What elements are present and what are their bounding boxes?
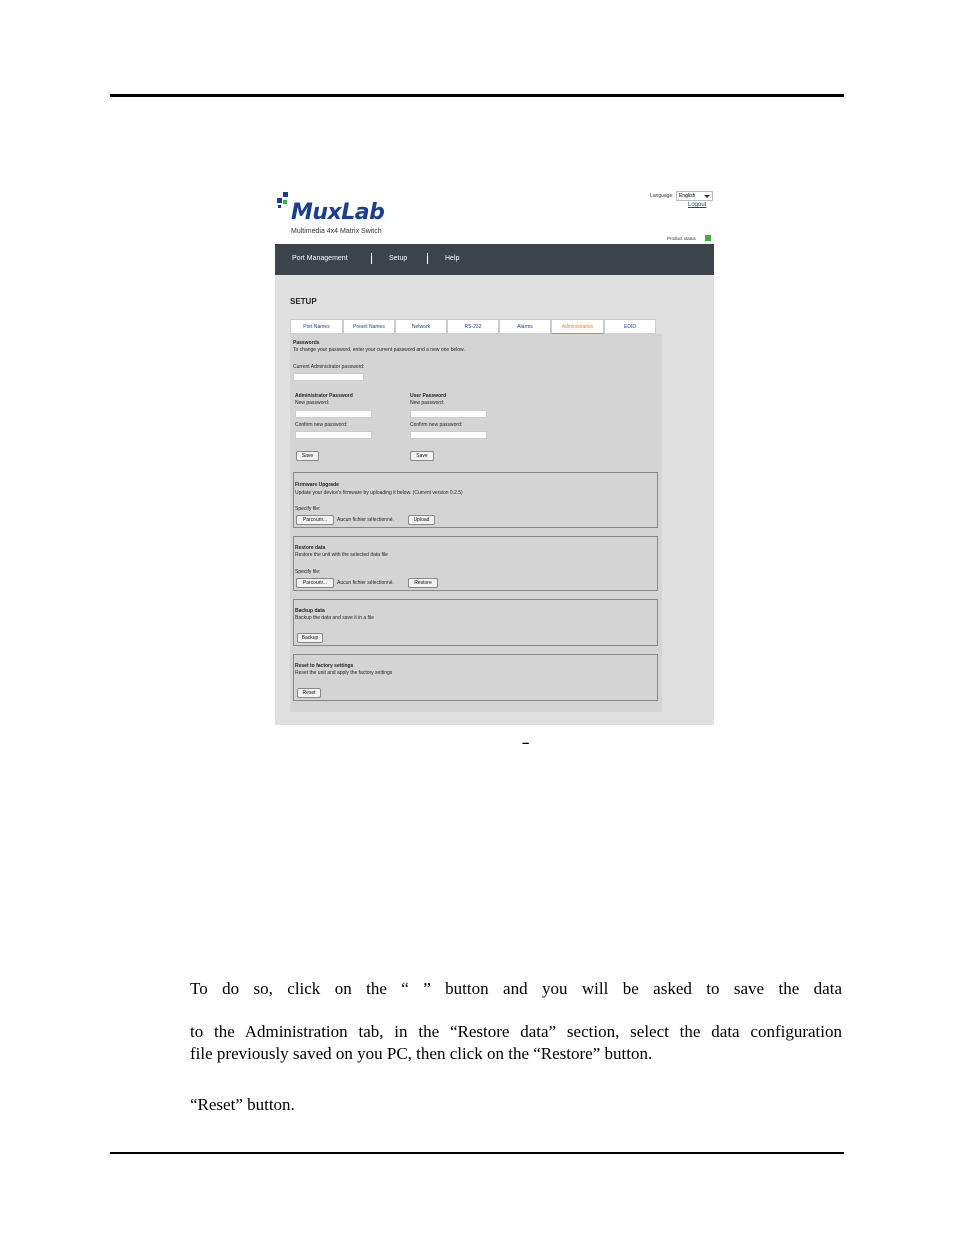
tab-network[interactable]: Network — [395, 319, 447, 334]
firmware-specify-label: Specify file: — [295, 506, 321, 512]
language-value: English — [679, 193, 696, 199]
restore-specify-label: Specify file: — [295, 569, 321, 575]
muxlab-logo: MuxLab — [291, 200, 385, 225]
firmware-no-file: Aucun fichier sélectionné. — [337, 517, 394, 523]
paragraph-restore-instruction-cont: file previously saved on you PC, then click on the “Restore” button. — [190, 1044, 653, 1063]
header-rule — [110, 94, 844, 97]
firmware-heading: Firmware Upgrade — [295, 482, 339, 488]
chevron-down-icon — [704, 195, 710, 198]
upload-button[interactable]: Upload — [408, 515, 435, 525]
paragraph-restore-instruction: to the Administration tab, in the “Restore data” section, select the data configuration — [190, 1022, 842, 1041]
language-select[interactable] — [676, 191, 713, 201]
passwords-heading: Passwords — [293, 340, 320, 346]
status-indicator-icon — [705, 235, 711, 241]
firmware-browse-button[interactable]: Parcourir... — [296, 515, 334, 525]
paragraph-reset-instruction: “Reset” button. — [190, 1095, 295, 1114]
admin-new-password-input[interactable] — [295, 410, 372, 418]
backup-button[interactable]: Backup — [297, 633, 323, 643]
reset-heading: Reset to factory settings — [295, 663, 354, 669]
user-save-button[interactable]: Save — [410, 451, 434, 461]
current-password-input[interactable] — [293, 373, 364, 381]
backup-data-section — [293, 599, 658, 646]
restore-button[interactable]: Restore — [408, 578, 438, 588]
restore-heading: Restore data — [295, 545, 326, 551]
footer-rule — [110, 1152, 844, 1154]
user-new-password-input[interactable] — [410, 410, 487, 418]
logout-link[interactable]: Logout — [688, 202, 707, 208]
language-label: Language: — [650, 193, 674, 199]
user-confirm-password-input[interactable] — [410, 431, 487, 439]
user-confirm-password-label: Confirm new password: — [410, 422, 463, 428]
firmware-desc: Update your device's firmware by uploading it below. (Current version 0.2.5) — [295, 490, 463, 496]
tab-port-names[interactable]: Port Names — [290, 319, 343, 334]
admin-new-password-label: New password: — [295, 400, 330, 406]
passwords-desc: To change your password, enter your current password and a new one below. — [293, 347, 465, 353]
user-new-password-label: New password: — [410, 400, 445, 406]
current-password-label: Current Administrator password: — [293, 364, 365, 370]
page-title: SETUP — [290, 297, 317, 306]
product-status-label: Product status — [667, 236, 696, 241]
paragraph-backup-instruction: To do so, click on the “ ” button and you will be asked to save the data — [190, 979, 842, 998]
admin-save-button[interactable]: Save — [296, 451, 319, 461]
tab-administration[interactable]: Administration — [551, 319, 604, 334]
tab-rs232[interactable]: RS-232 — [447, 319, 499, 334]
main-nav — [275, 244, 714, 275]
reset-section — [293, 654, 658, 701]
tab-preset-names[interactable]: Preset Names — [343, 319, 395, 334]
product-subtitle: Multimedia 4x4 Matrix Switch — [291, 228, 382, 235]
reset-button[interactable]: Reset — [297, 688, 321, 698]
nav-divider — [427, 253, 428, 264]
admin-screenshot-figure — [275, 188, 714, 725]
backup-desc: Backup the data and save it in a file — [295, 615, 374, 621]
admin-confirm-password-label: Confirm new password: — [295, 422, 348, 428]
user-password-heading: User Password — [410, 393, 447, 399]
restore-browse-button[interactable]: Parcourir... — [296, 578, 334, 588]
restore-desc: Restore the unit with the selected data file — [295, 552, 388, 558]
reset-desc: Reset the unit and apply the factory settings — [295, 670, 393, 676]
setup-content — [275, 275, 714, 725]
administration-panel — [290, 334, 662, 712]
nav-port-management[interactable]: Port Management — [292, 255, 348, 262]
web-header — [275, 188, 714, 244]
nav-divider — [371, 253, 372, 264]
backup-heading: Backup data — [295, 608, 325, 614]
admin-confirm-password-input[interactable] — [295, 431, 372, 439]
tab-alarms[interactable]: Alarms — [499, 319, 551, 334]
nav-help[interactable]: Help — [445, 255, 460, 262]
firmware-upgrade-section — [293, 472, 658, 528]
tab-edid[interactable]: EDID — [604, 319, 656, 334]
restore-no-file: Aucun fichier sélectionné. — [337, 580, 394, 586]
nav-setup[interactable]: Setup — [389, 255, 408, 262]
admin-password-heading: Administrator Password — [295, 393, 353, 399]
restore-data-section — [293, 536, 658, 591]
figure-caption: – — [522, 735, 530, 750]
